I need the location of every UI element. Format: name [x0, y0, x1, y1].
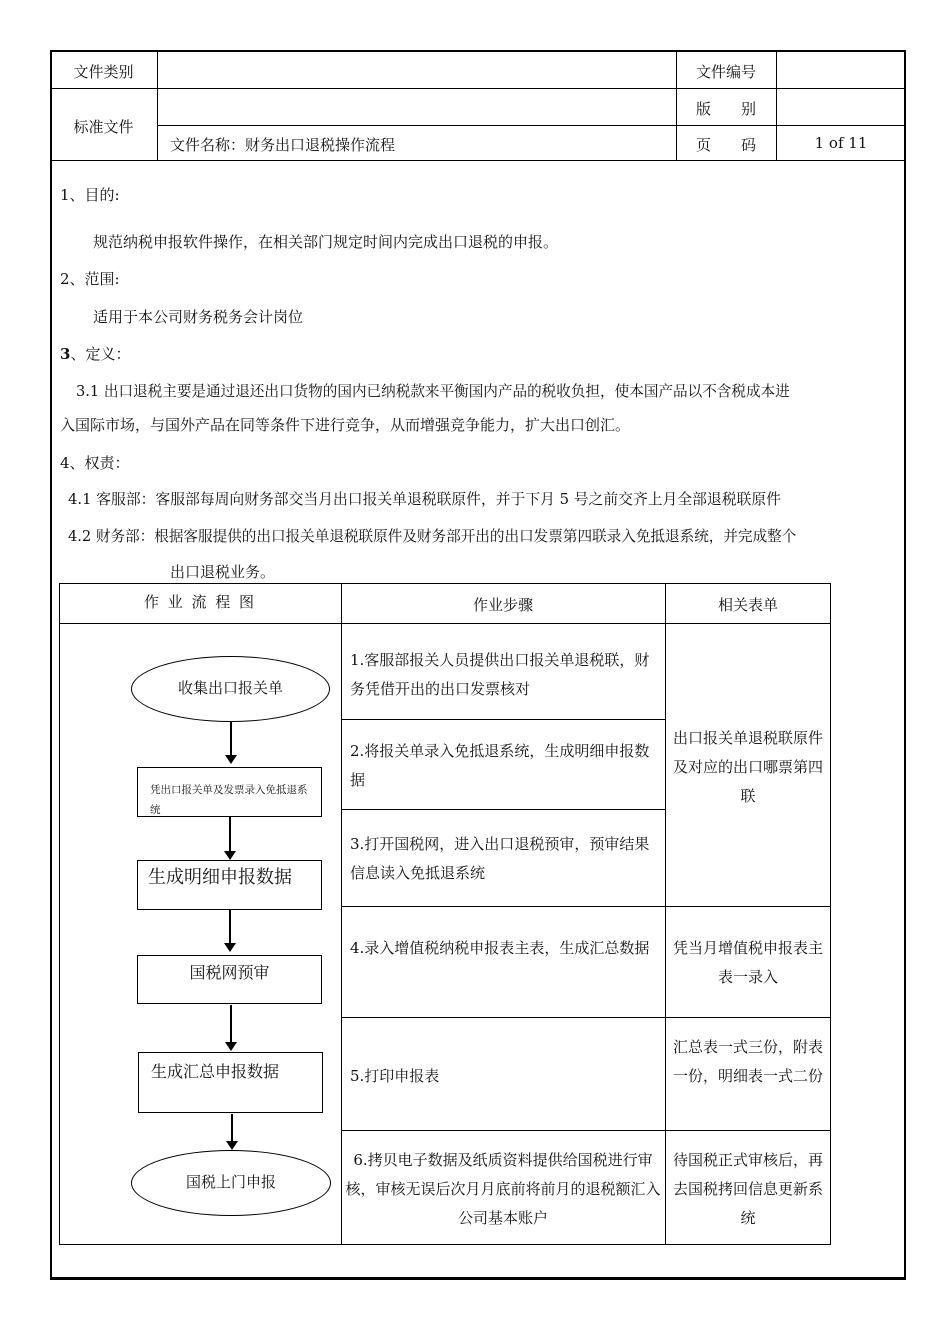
col-header-steps: 作业步骤	[472, 596, 533, 614]
section-1-title: 1、目的:	[60, 186, 120, 204]
section-2-title: 2、范围:	[60, 270, 120, 288]
section-4-2-line-1: 4.2 财务部：根据客服提供的出口报关单退税联原件及财务部开出的出口发票第四联录入免抵退系统，并完成整个	[68, 528, 797, 545]
step-5: 5.打印申报表	[350, 1067, 440, 1085]
flow-node-detail-label: 生成明细申报数据	[148, 867, 292, 888]
section-1-text: 规范纳税申报软件操作，在相关部门规定时间内完成出口退税的申报。	[93, 233, 559, 251]
flow-node-entry	[137, 767, 322, 817]
flow-node-summary-label: 生成汇总申报数据	[151, 1062, 280, 1081]
step-1: 1.客服部报关人员提供出口报关单退税联，财务凭借开出的出口发票核对	[350, 651, 650, 698]
table-col-divider-2	[665, 583, 666, 1245]
step-2: 2.将报关单录入免抵退系统，生成明细申报数据	[350, 742, 650, 789]
step-rule-1	[341, 719, 665, 720]
flow-arrow-2	[229, 817, 231, 852]
form-1: 出口报关单退税联原件及对应的出口哪票第四联	[673, 729, 824, 805]
section-4-2-line-2: 出口退税业务。	[170, 563, 276, 581]
header-rule-3	[50, 160, 906, 161]
flow-node-detail	[137, 860, 322, 910]
table-header-rule	[59, 623, 831, 624]
number-label: 文件编号	[695, 63, 756, 81]
flow-arrow-5	[231, 1114, 233, 1142]
form-4: 待国税正式审核后，再去国税拷回信息更新系统	[672, 1151, 823, 1227]
step-rule-3	[341, 906, 831, 907]
flow-node-precheck	[137, 955, 322, 1004]
flow-node-end-label: 国税上门申报	[185, 1173, 276, 1191]
section-4-1: 4.1 客服部：客服部每周向财务部交当月出口报关单退税联原件，并于下月 5 号之前交齐上月全部退税联原件	[68, 491, 781, 508]
section-2-text: 适用于本公司财务税务会计岗位	[93, 308, 304, 326]
col-header-forms: 相关表单	[717, 596, 778, 614]
form-2: 凭当月增值税申报表主表一录入	[673, 939, 824, 986]
section-3-line-1: 3.1 出口退税主要是通过退还出口货物的国内已纳税款来平衡国内产品的税收负担，使本国产品以不含税成本进	[76, 383, 790, 400]
header-rule-1	[50, 88, 906, 89]
flow-node-precheck-label: 国税网预审	[189, 963, 270, 982]
step-6: 6.拷贝电子数据及纸质资料提供给国税进行审核，审核无误后次月月底前将前月的退税额汇入公司基本账户	[345, 1151, 661, 1227]
table-col-divider-1	[341, 583, 342, 1245]
category-label: 文件类别	[73, 63, 134, 81]
section-3-line-2: 入国际市场，与国外产品在同等条件下进行竞争，从而增强竞争能力，扩大出口创汇。	[60, 416, 631, 434]
section-4-title: 4、权责：	[60, 454, 130, 472]
section-3-number: 3	[60, 345, 71, 363]
header-rule-2	[157, 125, 906, 126]
flow-node-start	[131, 656, 330, 722]
page-value: 1 of 11	[814, 134, 868, 152]
section-3-label: 、定义：	[70, 345, 131, 363]
doc-name: 文件名称：财务出口退税操作流程	[170, 136, 396, 154]
step-rule-5	[341, 1130, 831, 1131]
category-value: 标准文件	[73, 118, 134, 136]
col-header-flow: 作 业 流 程 图	[143, 593, 257, 611]
flow-arrow-4	[230, 1005, 232, 1043]
version-label: 版 别	[695, 100, 756, 118]
header-divider-1	[157, 50, 158, 160]
step-rule-2	[341, 809, 665, 810]
step-3: 3.打开国税网，进入出口退税预审，预审结果信息读入免抵退系统	[350, 835, 650, 882]
step-4: 4.录入增值税纳税申报表主表，生成汇总数据	[350, 939, 650, 957]
flow-arrow-3	[229, 910, 231, 944]
flow-node-entry-label: 凭出口报关单及发票录入免抵退系统	[150, 784, 308, 816]
flow-node-summary	[138, 1052, 323, 1113]
step-rule-4	[341, 1017, 831, 1018]
section-3-title	[60, 344, 130, 364]
flow-node-end	[131, 1150, 331, 1216]
page-label: 页 码	[695, 136, 756, 154]
flow-arrow-1	[230, 722, 232, 756]
form-3: 汇总表一式三份，附表一份，明细表一式二份	[672, 1038, 823, 1085]
flow-node-start-label: 收集出口报关单	[177, 679, 283, 697]
